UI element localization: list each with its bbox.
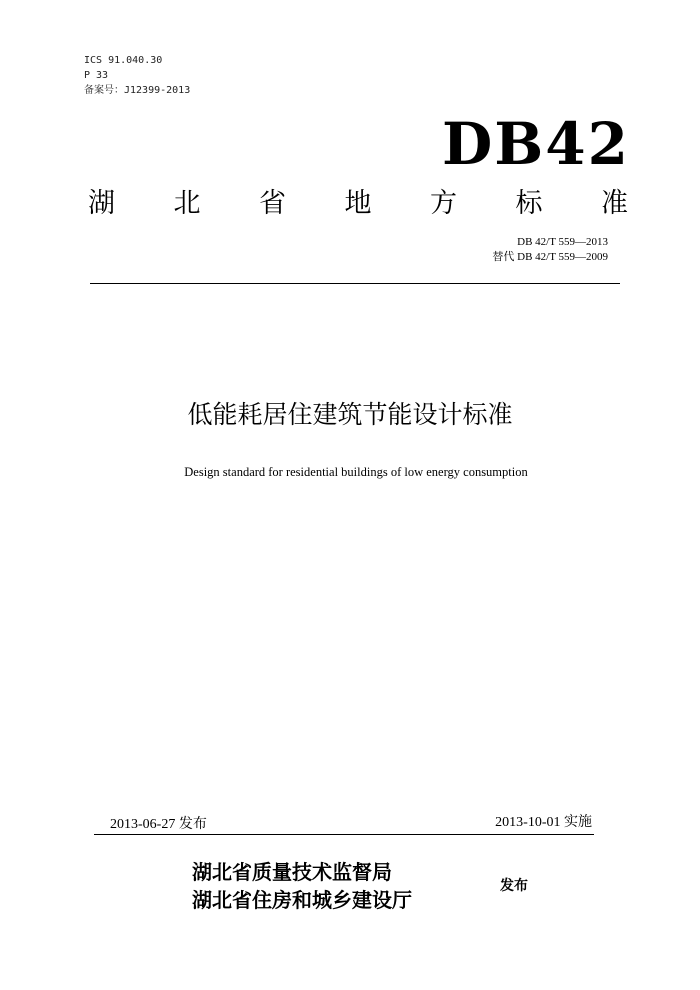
standard-type-char: 省 [259, 188, 286, 219]
chinese-title: 低能耗居住建筑节能设计标准 [187, 400, 513, 429]
publish-date: 2013-06-27 发布 [110, 817, 207, 832]
standard-type-char: 地 [344, 188, 372, 219]
top-divider [90, 283, 620, 284]
issuing-authorities [192, 858, 412, 914]
release-label: 发布 [500, 878, 528, 894]
replaced-standard-number: 替代 DB 42/T 559—2009 [492, 251, 608, 263]
current-standard-number: DB 42/T 559—2013 [517, 236, 608, 248]
standard-type-char: 准 [601, 188, 628, 219]
standard-code-logo: DB42 [441, 110, 630, 178]
standard-type-char: 北 [173, 188, 201, 219]
implementation-date: 2013-10-01 实施 [495, 815, 592, 830]
category-code: P 33 [84, 70, 109, 81]
bottom-divider [94, 834, 594, 835]
standard-type-char: 标 [515, 188, 543, 219]
standard-type-title [88, 186, 628, 222]
filing-number: 备案号：J12399-2013 [84, 85, 191, 96]
standard-type-char: 方 [430, 188, 457, 219]
document-meta [84, 53, 190, 98]
ics-code: ICS 91.040.30 [84, 55, 163, 66]
english-title: Design standard for residential buildings of low energy consumption [184, 465, 528, 479]
issuer-name: 湖北省住房和城乡建设厅 [192, 888, 412, 912]
standard-numbers [492, 235, 608, 265]
standard-type-char: 湖 [88, 188, 115, 219]
issuer-name: 湖北省质量技术监督局 [192, 860, 392, 884]
